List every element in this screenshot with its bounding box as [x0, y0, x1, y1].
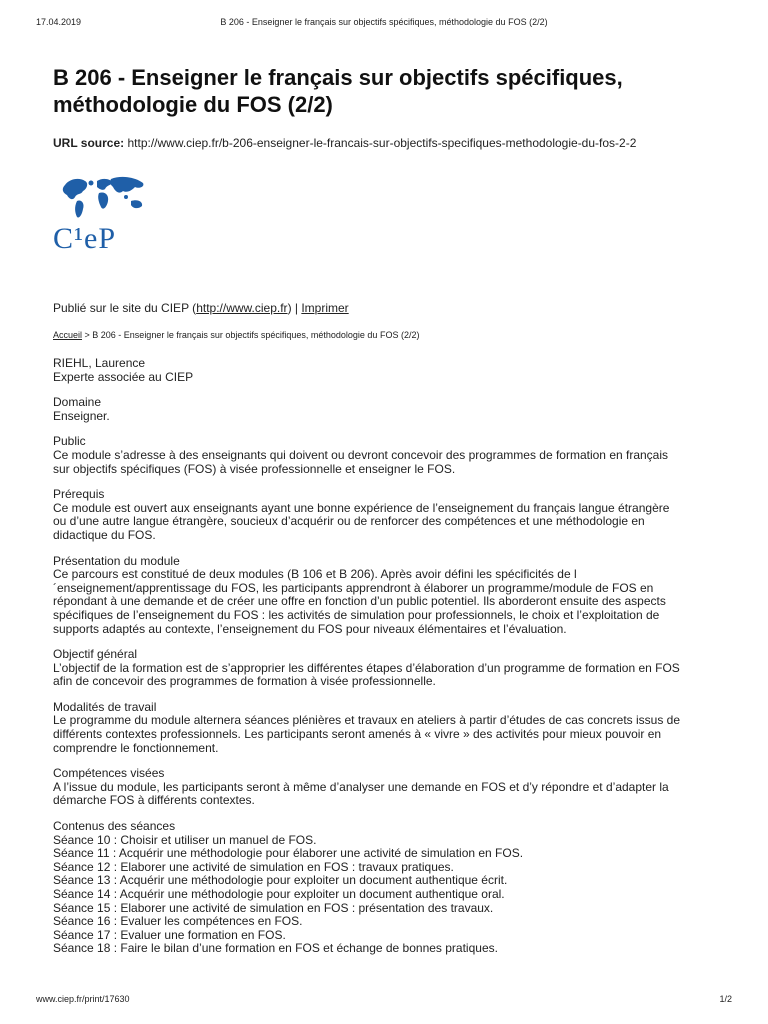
session-item: Séance 10 : Choisir et utiliser un manuel de FOS.	[53, 832, 317, 847]
section-line: répondant à une demande et de créer une offre en fonction d’un public potentiel. Ils aborderont ensuite des aspects	[53, 594, 666, 609]
session-item: Séance 16 : Evaluer les compétences en FOS.	[53, 914, 303, 929]
section-line: A l’issue du module, les participants seront à même d’analyser une demande en FOS et d’y répondre et d’adapter la	[53, 779, 669, 794]
print-url: www.ciep.fr/print/17630	[36, 994, 130, 1004]
section-line: sur objectifs spécifiques (FOS) à visée professionnelle et enseigner le FOS.	[53, 461, 456, 476]
session-item: Séance 11 : Acquérir une méthodologie pour élaborer une activité de simulation en FOS.	[53, 846, 524, 861]
page-number: 1/2	[719, 994, 732, 1004]
page-title-line-1: B 206 - Enseigner le français sur objectifs spécifiques,	[53, 65, 623, 90]
source-url-value: http://www.ciep.fr/b-206-enseigner-le-francais-sur-objectifs-specifiques-methodologie-du-fos-2-2	[127, 136, 637, 150]
print-link[interactable]: Imprimer	[301, 301, 349, 315]
section-title: Présentation du module	[53, 553, 180, 568]
section-line: supports adaptés au contexte, l’enseignement du FOS pour niveaux élémentaires et l’évaluation.	[53, 621, 567, 636]
section-line: différents contextes professionnels. Les participants seront amenés à « vivre » des activités pour mieux pouvoir en	[53, 727, 662, 742]
session-item: Séance 13 : Acquérir une méthodologie pour exploiter un document authentique écrit.	[53, 873, 508, 888]
section-domaine	[53, 396, 713, 423]
section-title: Compétences visées	[53, 766, 165, 781]
published-notice	[53, 300, 713, 316]
author-block	[53, 357, 713, 384]
article-body	[53, 357, 713, 956]
page-title	[53, 64, 713, 118]
section-contenus	[53, 820, 713, 956]
section-line: ou d’une autre langue étrangère, soucieux d’acquérir ou de renforcer des compétences et une méthodologie en	[53, 514, 645, 529]
session-item: Séance 14 : Acquérir une méthodologie pour exploiter un document authentique oral.	[53, 887, 505, 901]
section-public	[53, 435, 713, 476]
author-name: RIEHL, Laurence	[53, 356, 146, 370]
session-item: Séance 17 : Evaluer une formation en FOS.	[53, 927, 286, 942]
print-title: B 206 - Enseigner le français sur objectifs spécifiques, méthodologie du FOS (2/2)	[220, 17, 548, 27]
logo-text: C¹eP	[53, 222, 117, 255]
section-modalites	[53, 701, 713, 755]
section-line: L’objectif de la formation est de s’approprier les différentes étapes d’élaboration d’un programme de formation en FOS	[53, 660, 680, 675]
session-item: Séance 15 : Elaborer une activité de simulation en FOS : présentation des travaux.	[53, 900, 494, 915]
author-role: Experte associée au CIEP	[53, 369, 194, 384]
section-presentation	[53, 555, 713, 637]
section-line: Le programme du module alternera séances plénières et travaux en ateliers à partir d’études de cas concrets issus de	[53, 713, 681, 728]
section-title: Objectif général	[53, 647, 138, 662]
breadcrumb-home-link[interactable]: Accueil	[53, 330, 83, 340]
section-title: Domaine	[53, 395, 102, 410]
section-text: Enseigner.	[53, 408, 110, 423]
section-title: Public	[53, 434, 86, 449]
section-line: Ce parcours est constitué de deux modules (B 106 et B 206). Après avoir défini les spécificités de l	[53, 567, 577, 582]
page-title-line-2: méthodologie du FOS (2/2)	[53, 92, 333, 117]
section-line: Ce module est ouvert aux enseignants ayant une bonne expérience de l’enseignement du français langue étrangère	[53, 500, 670, 515]
section-objectif	[53, 648, 713, 689]
published-prefix: Publié sur le site du CIEP (	[53, 301, 197, 315]
session-item: Séance 12 : Elaborer une activité de simulation en FOS : travaux pratiques.	[53, 859, 454, 874]
section-line: afin de concevoir des programmes de formation à visée professionnelle.	[53, 674, 436, 689]
ciep-logo[interactable]	[53, 171, 153, 255]
section-line: didactique du FOS.	[53, 527, 156, 542]
source-url-label: URL source:	[53, 136, 125, 150]
source-url	[53, 135, 713, 151]
published-middle: ) |	[287, 301, 302, 315]
section-line: ´enseignement/apprentissage du FOS, les participants apprendront à élaborer un programme/module de FOS en	[53, 580, 654, 595]
section-line: démarche FOS à différents contextes.	[53, 793, 255, 808]
page-content	[53, 64, 713, 968]
breadcrumb	[53, 329, 713, 341]
site-link[interactable]: http://www.ciep.fr	[196, 301, 288, 315]
session-item: Séance 18 : Faire le bilan d’une formation en FOS et échange de bonnes pratiques.	[53, 941, 498, 956]
section-prerequis	[53, 488, 713, 542]
section-line: spécifiques de l’enseignement du FOS : les activités de simulation pour professionnels, le choix et l’exploitation de	[53, 607, 660, 622]
print-date: 17.04.2019	[36, 17, 82, 27]
breadcrumb-separator: >	[82, 330, 93, 340]
breadcrumb-current: B 206 - Enseigner le français sur objectifs spécifiques, méthodologie du FOS (2/2)	[92, 330, 420, 340]
section-line: Ce module s’adresse à des enseignants qui doivent ou devront concevoir des programmes de formation en français	[53, 447, 669, 462]
section-competences	[53, 767, 713, 808]
section-title: Modalités de travail	[53, 699, 157, 714]
section-title: Contenus des séances	[53, 819, 176, 834]
section-line: comprendre le fonctionnement.	[53, 740, 219, 755]
section-title: Prérequis	[53, 487, 105, 502]
